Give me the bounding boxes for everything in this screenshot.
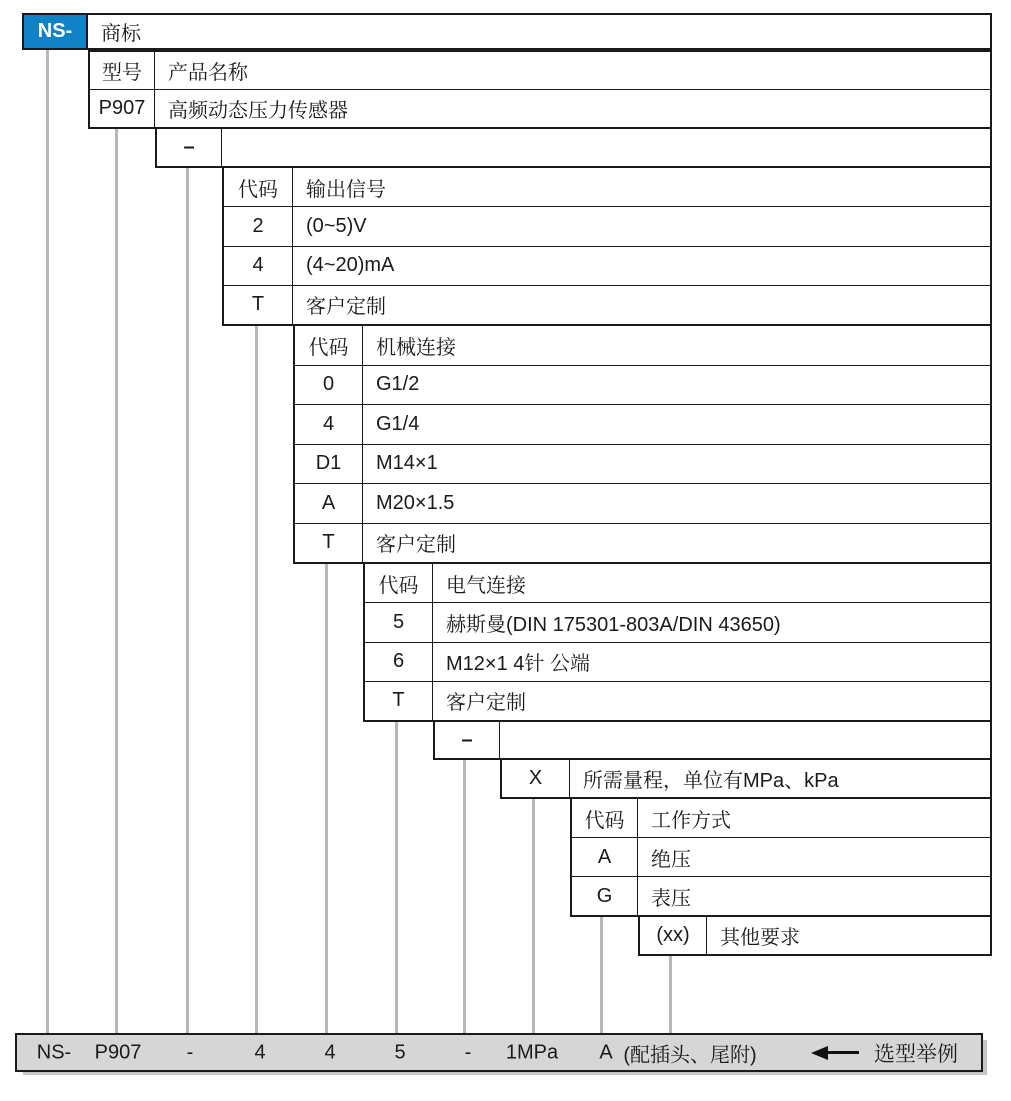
brand-label: 商标 xyxy=(101,23,141,45)
desc-cell: (0~5)V xyxy=(306,214,367,237)
working-mode-table xyxy=(570,797,992,917)
desc-cell: 其他要求 xyxy=(720,927,800,949)
other-requirements-row xyxy=(638,915,992,956)
table-row xyxy=(572,837,990,876)
example-part: A xyxy=(599,1041,613,1063)
code-cell: A xyxy=(295,484,363,523)
table-row xyxy=(224,246,990,285)
desc-cell: M20×1.5 xyxy=(376,491,455,514)
desc-cell: 赫斯曼(DIN 175301-803A/DIN 43650) xyxy=(446,613,781,636)
electrical-connection-table xyxy=(363,562,992,722)
table-row xyxy=(365,681,990,720)
desc-cell: 绝压 xyxy=(651,848,691,871)
desc-cell: 电气连接 xyxy=(446,574,526,597)
table-row xyxy=(502,760,990,797)
dash-cell: – xyxy=(435,722,500,758)
code-cell: 代码 xyxy=(365,564,433,602)
table-row xyxy=(157,129,990,166)
desc-cell: M14×1 xyxy=(376,452,438,475)
pressure-range-row xyxy=(500,758,992,799)
table-row xyxy=(365,602,990,641)
code-cell: 6 xyxy=(365,643,433,681)
code-cell: 代码 xyxy=(295,326,363,365)
example-part: - xyxy=(186,1041,194,1063)
table-row xyxy=(435,722,990,758)
example-part: 4 xyxy=(254,1041,266,1063)
code-cell: 4 xyxy=(224,247,293,285)
table-row xyxy=(224,285,990,324)
connector-line xyxy=(669,956,672,1033)
code-cell: 0 xyxy=(295,366,363,405)
table-header-row xyxy=(295,326,990,365)
empty-cell xyxy=(222,129,990,166)
code-cell: T xyxy=(365,682,433,720)
table-row xyxy=(224,206,990,245)
desc-cell: 客户定制 xyxy=(446,692,526,715)
desc-cell: 高频动态压力传感器 xyxy=(168,100,348,122)
connector-line xyxy=(255,326,258,1033)
code-cell: P907 xyxy=(90,90,155,127)
model-table xyxy=(88,50,992,129)
connector-line xyxy=(532,799,535,1033)
table-row xyxy=(365,642,990,681)
table-row xyxy=(90,52,990,89)
desc-cell: 输出信号 xyxy=(306,178,386,201)
brand-row xyxy=(22,13,992,50)
table-header-row xyxy=(224,168,990,206)
left-arrow-icon xyxy=(811,1046,859,1060)
desc-cell: M12×1 4针 公端 xyxy=(446,653,590,676)
table-row xyxy=(90,89,990,127)
connector-line xyxy=(600,917,603,1033)
desc-cell: 所需量程，单位有MPa、kPa xyxy=(583,770,839,792)
code-cell: T xyxy=(224,286,293,324)
code-cell: 4 xyxy=(295,405,363,444)
code-cell: 代码 xyxy=(572,799,638,837)
connector-line xyxy=(115,129,118,1033)
connector-line xyxy=(186,168,189,1033)
example-part: (配插头、尾附) xyxy=(623,1044,757,1066)
desc-cell: (4~20)mA xyxy=(306,254,395,277)
code-cell: X xyxy=(502,760,570,797)
table-row xyxy=(295,365,990,405)
example-bar xyxy=(15,1033,983,1072)
code-cell: D1 xyxy=(295,445,363,484)
code-cell: A xyxy=(572,838,638,876)
desc-cell: 机械连接 xyxy=(376,336,456,359)
separator-row xyxy=(155,127,992,168)
output-signal-table xyxy=(222,166,992,326)
desc-cell: 客户定制 xyxy=(376,534,456,557)
table-row xyxy=(295,444,990,484)
table-header-row xyxy=(572,799,990,837)
desc-cell: G1/2 xyxy=(376,373,420,396)
separator-row xyxy=(433,720,992,760)
code-cell: 代码 xyxy=(224,168,293,206)
connector-line xyxy=(463,760,466,1033)
table-row xyxy=(295,523,990,563)
connector-line xyxy=(46,50,49,1033)
connector-line xyxy=(395,722,398,1033)
example-part: 4 xyxy=(324,1041,336,1063)
code-cell: T xyxy=(295,524,363,563)
empty-cell xyxy=(500,722,990,758)
example-part: - xyxy=(464,1041,472,1063)
mechanical-connection-table xyxy=(293,324,992,564)
desc-cell: 产品名称 xyxy=(168,62,248,84)
example-part: 1MPa xyxy=(505,1041,559,1063)
table-row xyxy=(640,917,990,954)
brand-badge: NS- xyxy=(24,15,88,48)
example-part: P907 xyxy=(94,1041,142,1063)
table-row xyxy=(295,404,990,444)
code-cell: 5 xyxy=(365,603,433,641)
desc-cell: 表压 xyxy=(651,887,691,910)
table-row xyxy=(295,483,990,523)
code-cell: G xyxy=(572,877,638,915)
table-header-row xyxy=(365,564,990,602)
connector-line xyxy=(325,564,328,1033)
code-cell: 2 xyxy=(224,207,293,245)
code-cell: (xx) xyxy=(640,917,707,954)
desc-cell: 客户定制 xyxy=(306,296,386,319)
example-part: NS- xyxy=(36,1041,72,1063)
table-row xyxy=(572,876,990,915)
example-part: 5 xyxy=(394,1041,406,1063)
example-label: 选型举例 xyxy=(874,1042,958,1066)
desc-cell: 工作方式 xyxy=(651,809,731,832)
desc-cell: G1/4 xyxy=(376,412,420,435)
code-cell: 型号 xyxy=(90,52,155,89)
dash-cell: – xyxy=(157,129,222,166)
